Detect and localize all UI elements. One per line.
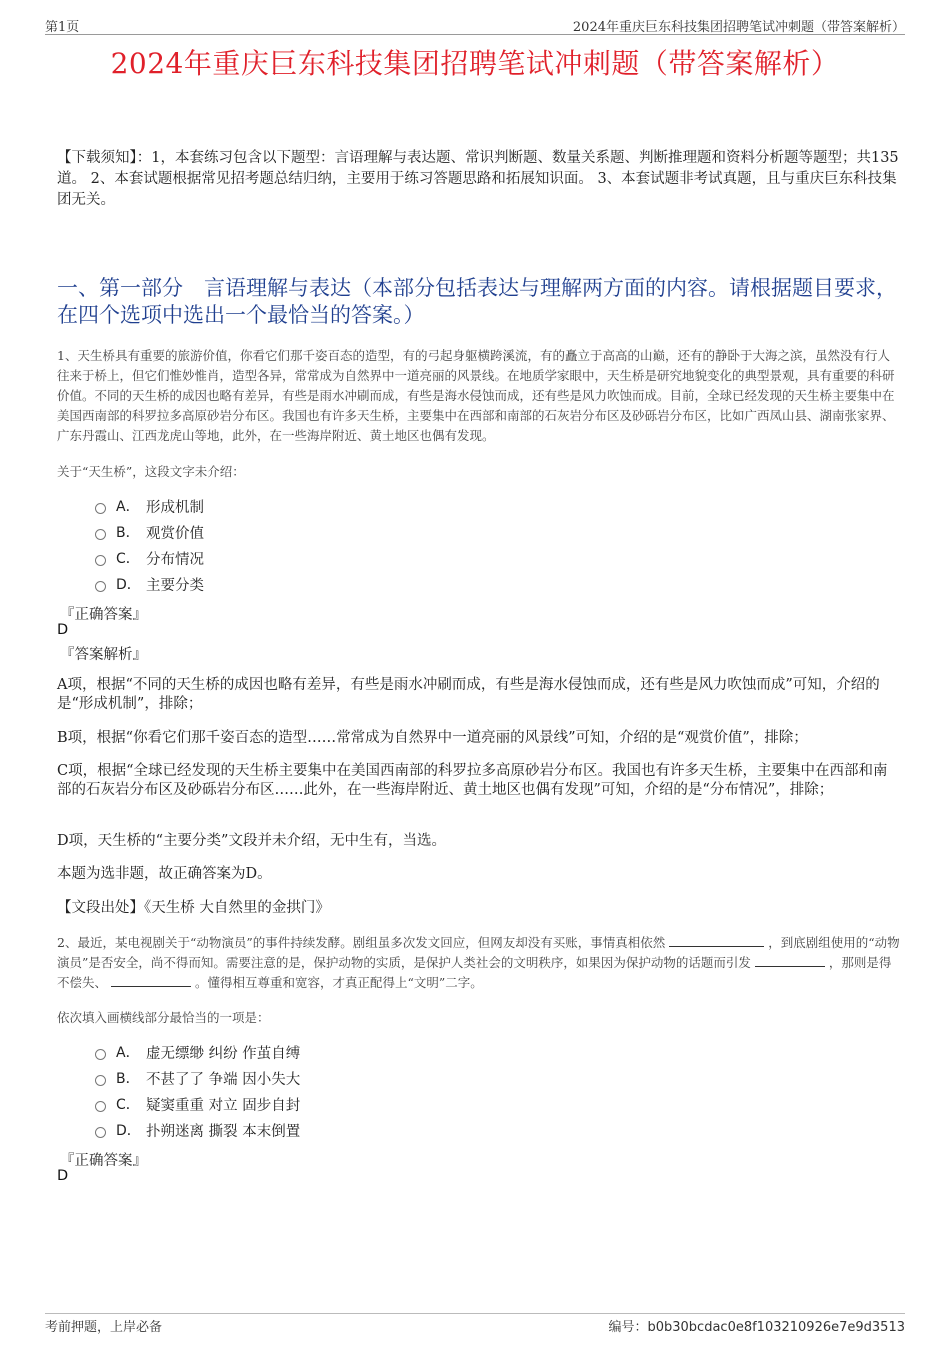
correct-answer-label: 『正确答案』 <box>60 607 147 623</box>
option-letter: B． <box>116 1071 140 1087</box>
option-letter: D． <box>116 577 141 593</box>
section-heading: 一、第一部分 言语理解与表达（本部分包括表达与理解两方面的内容。请根据题目要求，在四个选项中选出一个最恰当的答案。） <box>57 276 897 327</box>
option-text: 不甚了了 争端 因小失大 <box>146 1071 301 1088</box>
option-text: 分布情况 <box>146 551 204 568</box>
option-letter: B． <box>116 525 140 541</box>
option-c[interactable] <box>95 1091 300 1117</box>
radio-icon[interactable] <box>95 581 106 592</box>
option-d[interactable] <box>95 1117 300 1143</box>
page-number: 第1页 <box>45 20 80 35</box>
radio-icon[interactable] <box>95 1101 106 1112</box>
question-2-text-part3: ，那则是得不偿失、 <box>57 955 892 990</box>
option-c[interactable] <box>95 545 204 571</box>
analysis-label: 『答案解析』 <box>60 647 147 663</box>
analysis-conclusion: 本题为选非题，故正确答案为D。 <box>57 866 272 882</box>
option-letter: A． <box>116 499 140 515</box>
radio-icon[interactable] <box>95 555 106 566</box>
option-letter: C． <box>116 1097 140 1113</box>
question-2-text <box>57 933 902 993</box>
radio-icon[interactable] <box>95 503 106 514</box>
question-2-text-part1: 2、最近，某电视剧关于“动物演员”的事件持续发酵。剧组虽多次发文回应，但网友却没有买账，事情真相依然 <box>57 935 666 950</box>
question-2-prompt: 依次填入画横线部分最恰当的一项是： <box>57 1010 270 1025</box>
question-1-options <box>95 493 204 597</box>
footer-code-value: b0b30bcdac0e8f103210926e7e9d3513 <box>647 1320 905 1335</box>
header-doc-title: 2024年重庆巨东科技集团招聘笔试冲刺题（带答案解析） <box>572 20 905 35</box>
option-text: 主要分类 <box>146 577 204 594</box>
analysis-a: A项，根据“不同的天生桥的成因也略有差异，有些是雨水冲刷而成，有些是海水侵蚀而成，还有些是风力吹蚀而成”可知，介绍的是“形成机制”，排除； <box>57 677 880 712</box>
question-1-text: 1、天生桥具有重要的旅游价值，你看它们那千姿百态的造型，有的弓起身躯横跨溪流，有的矗立于高高的山巅，还有的静卧于大海之滨，虽然没有行人往来于桥上，但它们惟妙惟肖，造型各异，常常成为自然界中一道亮丽的风景线。在地质学家眼中，天生桥是研究地貌变化的典型景观，具有重要的科研价值。不同的天生桥的成因也略有差异，有些是雨水冲刷而成，有些是海水侵蚀而成，还有些是风力吹蚀而成。目前，全球已经发现的天生桥主要集中在美国西南部的科罗拉多高原砂岩分布区。我国也有许多天生桥，主要集中在西部和南部的石灰岩分布区及砂砾岩分布区，比如广西凤山县、湖南张家界、广东丹霞山、江西龙虎山等地，此外，在一些海岸附近、黄土地区也偶有发现。 <box>57 348 895 443</box>
question-2-options <box>95 1039 300 1143</box>
option-text: 观赏价值 <box>146 525 204 542</box>
page-header <box>45 14 905 35</box>
footer-code <box>608 1316 905 1335</box>
analysis-c: C项，根据“全球已经发现的天生桥主要集中在美国西南部的科罗拉多高原砂岩分布区。我国也有许多天生桥，主要集中在西部和南部的石灰岩分布区及砂砾岩分布区……此外，在一些海岸附近、黄土地区也偶有发现”可知，介绍的是“分布情况”，排除； <box>57 763 888 798</box>
option-text: 虚无缥缈 纠纷 作茧自缚 <box>146 1045 301 1062</box>
correct-answer-label: 『正确答案』 <box>60 1153 147 1169</box>
document-title: 2024年重庆巨东科技集团招聘笔试冲刺题（带答案解析） <box>110 47 840 80</box>
radio-icon[interactable] <box>95 1049 106 1060</box>
option-letter: C． <box>116 551 140 567</box>
footer-code-label: 编号： <box>608 1320 648 1335</box>
option-b[interactable] <box>95 1065 300 1091</box>
fill-blank-2 <box>755 954 825 967</box>
fill-blank-1 <box>669 934 764 947</box>
option-d[interactable] <box>95 571 204 597</box>
option-b[interactable] <box>95 519 204 545</box>
page-footer <box>45 1313 905 1336</box>
analysis-b: B项，根据“你看它们那千姿百态的造型……常常成为自然界中一道亮丽的风景线”可知，介绍的是“观赏价值”，排除； <box>57 730 808 746</box>
question-2-text-part2: ，到底剧组使用的“动物演员”是否安全，尚不得而知。需要注意的是，保护动物的实质，是保护人类社会的文明秩序，如果因为保护动物的话题而引发 <box>57 935 900 970</box>
correct-answer: D <box>57 1168 69 1184</box>
option-letter: A． <box>116 1045 140 1061</box>
correct-answer: D <box>57 622 69 638</box>
text-source: 【文段出处】《天生桥 大自然里的金拱门》 <box>57 900 330 916</box>
option-a[interactable] <box>95 1039 300 1065</box>
analysis-d: D项，天生桥的“主要分类”文段并未介绍，无中生有，当选。 <box>57 833 446 849</box>
question-2-text-part4: 。懂得相互尊重和宽容，才真正配得上“文明”二字。 <box>194 975 483 990</box>
radio-icon[interactable] <box>95 529 106 540</box>
option-a[interactable] <box>95 493 204 519</box>
option-text: 形成机制 <box>146 499 204 516</box>
fill-blank-3 <box>111 974 191 987</box>
radio-icon[interactable] <box>95 1127 106 1138</box>
download-notice: 【下载须知】：1，本套练习包含以下题型：言语理解与表达题、常识判断题、数量关系题、判断推理题和资料分析题等题型；共135道。 2、本套试题根据常见招考题总结归纳，主要用于练习答题思路和拓展知识面。 3、本套试题非考试真题，且与重庆巨东科技集团无关。 <box>57 150 899 208</box>
option-text: 扑朔迷离 撕裂 本末倒置 <box>146 1123 301 1140</box>
footer-slogan: 考前押题，上岸必备 <box>45 1320 163 1335</box>
option-text: 疑窦重重 对立 固步自封 <box>146 1097 301 1114</box>
option-letter: D． <box>116 1123 141 1139</box>
question-1-prompt: 关于“天生桥”，这段文字未介绍： <box>57 464 245 479</box>
radio-icon[interactable] <box>95 1075 106 1086</box>
